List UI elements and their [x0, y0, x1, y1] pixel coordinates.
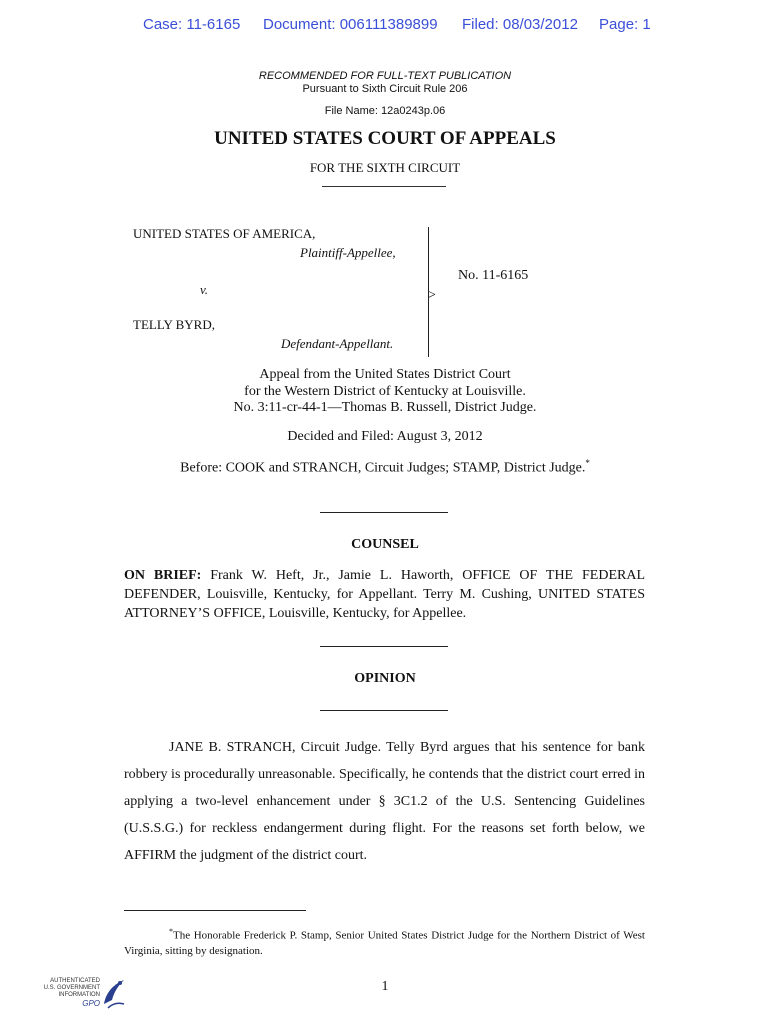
court-name: UNITED STATES COURT OF APPEALS [214, 128, 556, 149]
case-number: Case: 11-6165 [143, 16, 241, 33]
file-name: File Name: 12a0243p.06 [324, 105, 446, 117]
footnote-text: The Honorable Frederick P. Stamp, Senior United States District Judge for the Northern District of West Virginia, sitting by designation. [124, 929, 645, 957]
counsel-body: Frank W. Heft, Jr., Jamie L. Haworth, OFFICE OF THE FEDERAL DEFENDER, Louisville, Kentucky, for Appellant. Terry M. Cushing, UNITED STATES ATTORNEY’S OFFICE, Louisville, Kentucky, for Appellee. [124, 568, 645, 621]
case-docket-number: No. 11-6165 [458, 268, 529, 283]
opinion-rule-top [320, 646, 448, 647]
opinion-rule-bottom [320, 710, 448, 711]
opinion-text: JANE B. STRANCH, Circuit Judge. Telly Byrd argues that his sentence for bank robbery is procedurally unreasonable. Specifically, he contends that the district court erred in applying a two-level enhancement under § 3C1.2 of the U.S. Sentencing Guidelines (U.S.S.G.) for reckless endangerment during flight. For the reasons set forth below, we AFFIRM the judgment of the district court. [124, 740, 645, 863]
defendant-name: TELLY BYRD, [133, 317, 215, 332]
seal-line-4: GPO [82, 999, 100, 1008]
seal-line-3: INFORMATION [58, 992, 100, 998]
document-number: Document: 006111389899 [263, 16, 438, 33]
circuit-name: FOR THE SIXTH CIRCUIT [309, 160, 461, 175]
appeal-line-2: for the Western District of Kentucky at Louisville. [244, 384, 526, 399]
counsel-rule [320, 512, 448, 513]
appeal-line-3: No. 3:11-cr-44-1—Thomas B. Russell, District Judge. [233, 400, 537, 415]
gpo-authentication-seal [28, 972, 138, 1016]
versus: v. [200, 282, 209, 297]
before-footnote-mark: * [585, 458, 590, 468]
defendant-role: Defendant-Appellant. [281, 336, 394, 351]
footnote-rule [124, 910, 306, 911]
publication-recommendation: RECOMMENDED FOR FULL-TEXT PUBLICATION [258, 70, 512, 82]
plaintiff-name: UNITED STATES OF AMERICA, [133, 226, 316, 241]
decided-date: Decided and Filed: August 3, 2012 [287, 429, 483, 444]
title-separator [322, 186, 446, 187]
counsel-heading: COUNSEL [351, 537, 419, 552]
opinion-heading: OPINION [354, 671, 416, 686]
page-number: 1 [381, 979, 389, 994]
counsel-text [124, 566, 645, 623]
footnote-mark: * [169, 927, 173, 936]
bracket-point: > [428, 288, 436, 303]
seal-line-1: AUTHENTICATED [50, 978, 100, 984]
appeal-line-1: Appeal from the United States District Court [259, 367, 511, 382]
opinion-body [124, 734, 645, 869]
footnote [124, 924, 645, 959]
document-header [0, 16, 770, 40]
eagle-icon [100, 974, 128, 1012]
on-brief-label: ON BRIEF: [124, 568, 202, 583]
before-text: Before: COOK and STRANCH, Circuit Judges; STAMP, District Judge. [180, 460, 586, 476]
seal-line-2: U.S. GOVERNMENT [43, 985, 100, 991]
page-label: Page: 1 [599, 16, 651, 33]
publication-rule: Pursuant to Sixth Circuit Rule 206 [302, 83, 468, 95]
before-judges [0, 458, 770, 477]
plaintiff-role: Plaintiff-Appellee, [300, 245, 396, 260]
filed-date: Filed: 08/03/2012 [462, 16, 578, 33]
